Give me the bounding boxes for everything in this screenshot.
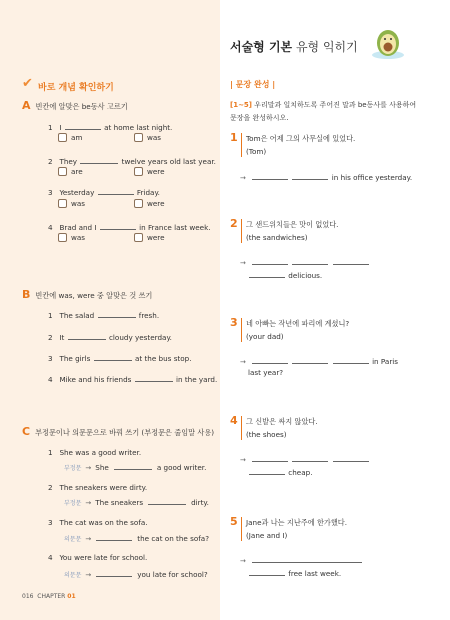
- section-title: 빈칸에 알맞은 be동사 고르기: [35, 102, 128, 111]
- arrow-right-icon: →: [85, 571, 92, 579]
- question-prompt: Tom은 어제 그의 사무실에 있었다. (Tom): [246, 134, 356, 156]
- section-letter: B: [22, 288, 31, 301]
- question-prompt: 네 아빠는 작년에 파리에 계셨니? (your dad): [246, 319, 350, 341]
- list-item: 4 Brad and I in France last week.: [48, 223, 211, 232]
- arrow-right-icon: →: [85, 535, 92, 543]
- answer-blank[interactable]: [114, 461, 152, 470]
- option[interactable]: were: [134, 233, 165, 242]
- answer-blank[interactable]: [249, 269, 285, 278]
- answer-row: [240, 554, 363, 565]
- section-a-header: [22, 99, 128, 112]
- option[interactable]: were: [134, 199, 165, 208]
- answer-row-cont: free last week.: [248, 567, 341, 578]
- checkbox-icon[interactable]: [58, 233, 67, 242]
- question-prompt: Jane과 나는 지난주에 한가했다. (Jane and I): [246, 518, 348, 540]
- answer-blank[interactable]: [65, 121, 101, 130]
- answer-blank[interactable]: [292, 171, 328, 180]
- answer-row: 의문문 → you late for school?: [64, 570, 208, 579]
- answer-row-cont: delicious.: [248, 269, 322, 280]
- arrow-right-icon: →: [85, 464, 92, 472]
- list-item: 1 She was a good writer.: [48, 448, 142, 457]
- question-prompt: 그 신발은 싸지 않았다. (the shoes): [246, 417, 318, 439]
- answer-row: → in his office yesterday.: [240, 173, 413, 182]
- type-tag: 부정문: [64, 465, 82, 472]
- arrow-right-icon: →: [240, 259, 246, 267]
- option[interactable]: are: [58, 167, 83, 176]
- left-heading: 바로 개념 확인하기: [38, 83, 114, 93]
- answer-blank[interactable]: [333, 355, 369, 364]
- answer-row: 부정문 → She a good writer.: [64, 463, 207, 472]
- checkmark-icon: ✔: [22, 76, 33, 91]
- answer-row: [240, 256, 370, 267]
- section-title: 부정문이나 의문문으로 바꿔 쓰기 (부정문은 줄임말 사용): [35, 428, 215, 437]
- answer-blank[interactable]: [96, 532, 132, 541]
- list-item: 2 The sneakers were dirty.: [48, 483, 148, 492]
- answer-blank[interactable]: [252, 256, 288, 265]
- answer-blank[interactable]: [68, 331, 106, 340]
- answer-blank[interactable]: [98, 309, 136, 318]
- option[interactable]: am: [58, 133, 82, 142]
- section-c-header: [22, 425, 214, 438]
- checkbox-icon[interactable]: [134, 167, 143, 176]
- answer-blank[interactable]: [80, 155, 118, 164]
- page-title: 서술형 기본 유형 익히기: [230, 40, 358, 54]
- question-number: 2: [230, 217, 238, 230]
- list-item: 4 You were late for school.: [48, 553, 148, 562]
- arrow-right-icon: →: [240, 358, 246, 366]
- option[interactable]: was: [58, 199, 85, 208]
- section-b-header: [22, 288, 152, 301]
- arrow-right-icon: →: [240, 456, 246, 464]
- section-letter: A: [22, 99, 31, 112]
- type-tag: 의문문: [64, 536, 82, 543]
- checkbox-icon[interactable]: [134, 233, 143, 242]
- type-tag: 부정문: [64, 500, 82, 507]
- answer-blank[interactable]: [249, 567, 285, 576]
- section-letter: C: [22, 425, 31, 438]
- answer-row-cont: cheap.: [248, 466, 312, 477]
- answer-row: → in Paris: [240, 357, 399, 366]
- checkbox-icon[interactable]: [58, 133, 67, 142]
- question-bar: [241, 517, 242, 541]
- arrow-right-icon: →: [85, 499, 92, 507]
- list-item: 3 The cat was on the sofa.: [48, 518, 148, 527]
- arrow-right-icon: →: [240, 557, 246, 565]
- answer-blank[interactable]: [252, 171, 288, 180]
- answer-row: 부정문 → The sneakers dirty.: [64, 498, 209, 507]
- answer-blank[interactable]: [252, 554, 362, 563]
- answer-row: [240, 453, 370, 464]
- list-item: 3 The girls at the bus stop.: [48, 354, 192, 363]
- question-bar: [241, 219, 242, 243]
- question-number: 1: [230, 131, 238, 144]
- answer-blank[interactable]: [292, 453, 328, 462]
- question-number: 4: [230, 414, 238, 427]
- answer-blank[interactable]: [94, 352, 132, 361]
- answer-blank[interactable]: [333, 256, 369, 265]
- avocado-icon: [368, 24, 408, 68]
- answer-blank[interactable]: [148, 496, 186, 505]
- section-title: 빈칸에 was, were 중 알맞은 것 쓰기: [35, 291, 153, 300]
- answer-blank[interactable]: [100, 221, 136, 230]
- answer-blank[interactable]: [249, 466, 285, 475]
- answer-row: 의문문 → the cat on the sofa?: [64, 534, 210, 543]
- question-bar: [241, 318, 242, 342]
- list-item: 2 It cloudy yesterday.: [48, 333, 172, 342]
- checkbox-icon[interactable]: [134, 199, 143, 208]
- instruction: [1~5] 우리말과 일치하도록 주어진 말과 be동사를 사용하여: [230, 101, 417, 109]
- list-item: 2 They twelve years old last year.: [48, 157, 216, 166]
- answer-blank[interactable]: [333, 453, 369, 462]
- answer-row-cont: last year?: [248, 368, 284, 377]
- question-prompt: 그 샌드위치들은 맛이 없었다. (the sandwiches): [246, 220, 339, 242]
- list-item: 1 I at home last night.: [48, 123, 173, 132]
- question-number: 5: [230, 515, 238, 528]
- checkbox-icon[interactable]: [58, 199, 67, 208]
- list-item: 1 The salad fresh.: [48, 311, 160, 320]
- option[interactable]: was: [134, 133, 161, 142]
- answer-blank[interactable]: [292, 256, 328, 265]
- answer-blank[interactable]: [135, 373, 173, 382]
- page-footer: 016 CHAPTER 01: [22, 593, 76, 600]
- type-tag: 의문문: [64, 572, 82, 579]
- question-bar: [241, 416, 242, 440]
- answer-blank[interactable]: [96, 568, 132, 577]
- instruction-cont: 문장을 완성하시오.: [230, 114, 289, 122]
- option[interactable]: was: [58, 233, 85, 242]
- answer-blank[interactable]: [252, 355, 288, 364]
- answer-blank[interactable]: [292, 355, 328, 364]
- checkbox-icon[interactable]: [134, 133, 143, 142]
- section-label: | 문장 완성 |: [230, 80, 276, 89]
- list-item: 4 Mike and his friends in the yard.: [48, 375, 218, 384]
- question-bar: [241, 133, 242, 157]
- checkbox-icon[interactable]: [58, 167, 67, 176]
- option[interactable]: were: [134, 167, 165, 176]
- answer-blank[interactable]: [98, 186, 134, 195]
- arrow-right-icon: →: [240, 174, 246, 182]
- question-number: 3: [230, 316, 238, 329]
- list-item: 3 Yesterday Friday.: [48, 188, 160, 197]
- answer-blank[interactable]: [252, 453, 288, 462]
